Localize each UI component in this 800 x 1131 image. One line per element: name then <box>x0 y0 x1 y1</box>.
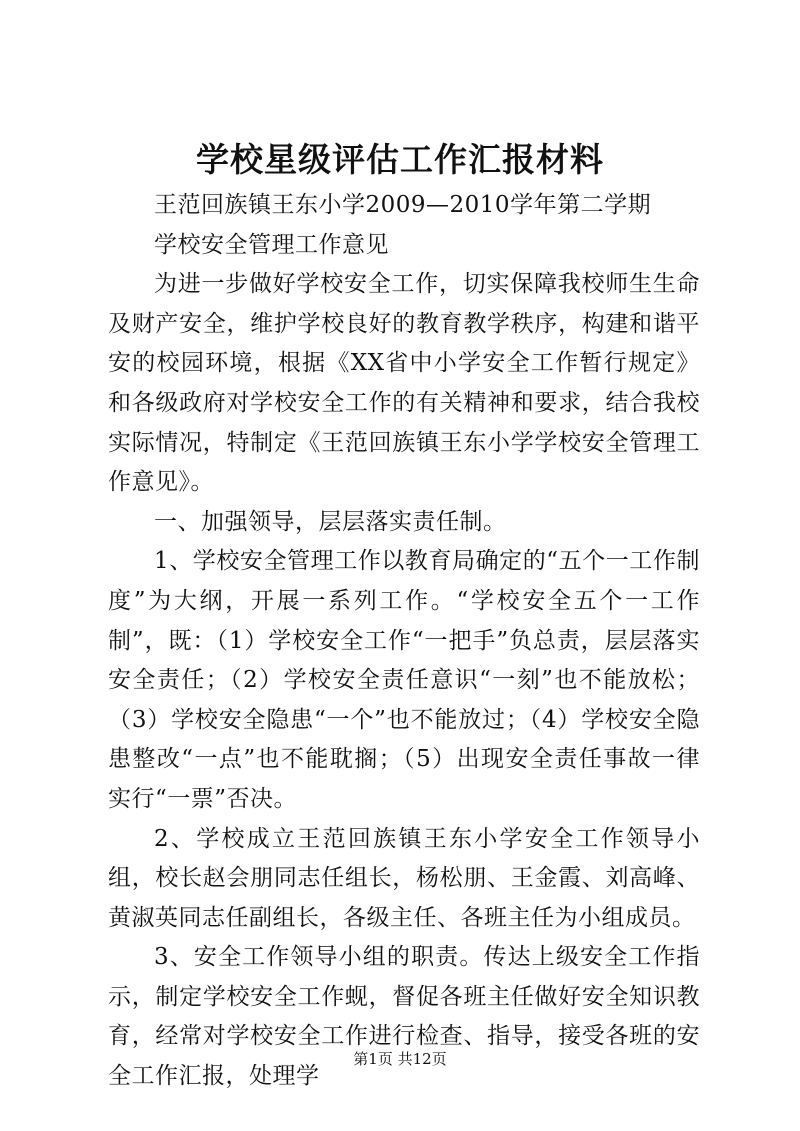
document-title: 学校星级评估工作汇报材料 <box>196 140 604 179</box>
intro-paragraph: 为进一步做好学校安全工作，切实保障我校师生生命及财产安全，维护学校良好的教育教学秩序，构建和谐平安的校园环境，根据《XX省中小学安全工作暂行规定》和各级政府对学校安全工作的有关精神和要求，结合我校实际情况，特制定《王范回族镇王东小学学校安全管理工作意见》。 <box>108 271 700 496</box>
item-3-paragraph: 3、安全工作领导小组的职责。传达上级安全工作指示，制定学校安全工作蚬，督促各班主任做好安全知识教育，经常对学校安全工作进行检查、指导，接受各班的安全工作汇报，处理学 <box>108 944 700 1090</box>
section-heading: 学校安全管理工作意见 <box>154 231 389 258</box>
document-body <box>108 186 700 1097</box>
item-2-paragraph: 2、学校成立王范回族镇王东小学安全工作领导小组，校长赵会朋同志任组长，杨松朋、王金霞、刘高峰、黄淑英同志任副组长，各级主任、各班主任为小组成员。 <box>108 825 700 931</box>
page-number-footer: 第1页 共12页 <box>353 1050 447 1068</box>
school-term-line: 王范回族镇王东小学2009—2010学年第二学期 <box>154 192 652 218</box>
section-one-heading: 一、加强领导，层层落实责任制。 <box>154 508 507 535</box>
item-1-paragraph: 1、学校安全管理工作以教育局确定的“五个一工作制度”为大纲，开展一系列工作。“学校安全五个一工作制”，既：（1）学校安全工作“一把手”负总责，层层落实安全责任；（2）学校安全责任意识“一刻”也不能放松；（3）学校安全隐患“一个”也不能放过；（4）学校安全隐患整改“一点”也不能耽搁；（5）出现安全责任事故一律实行“一票”否决。 <box>108 548 700 812</box>
